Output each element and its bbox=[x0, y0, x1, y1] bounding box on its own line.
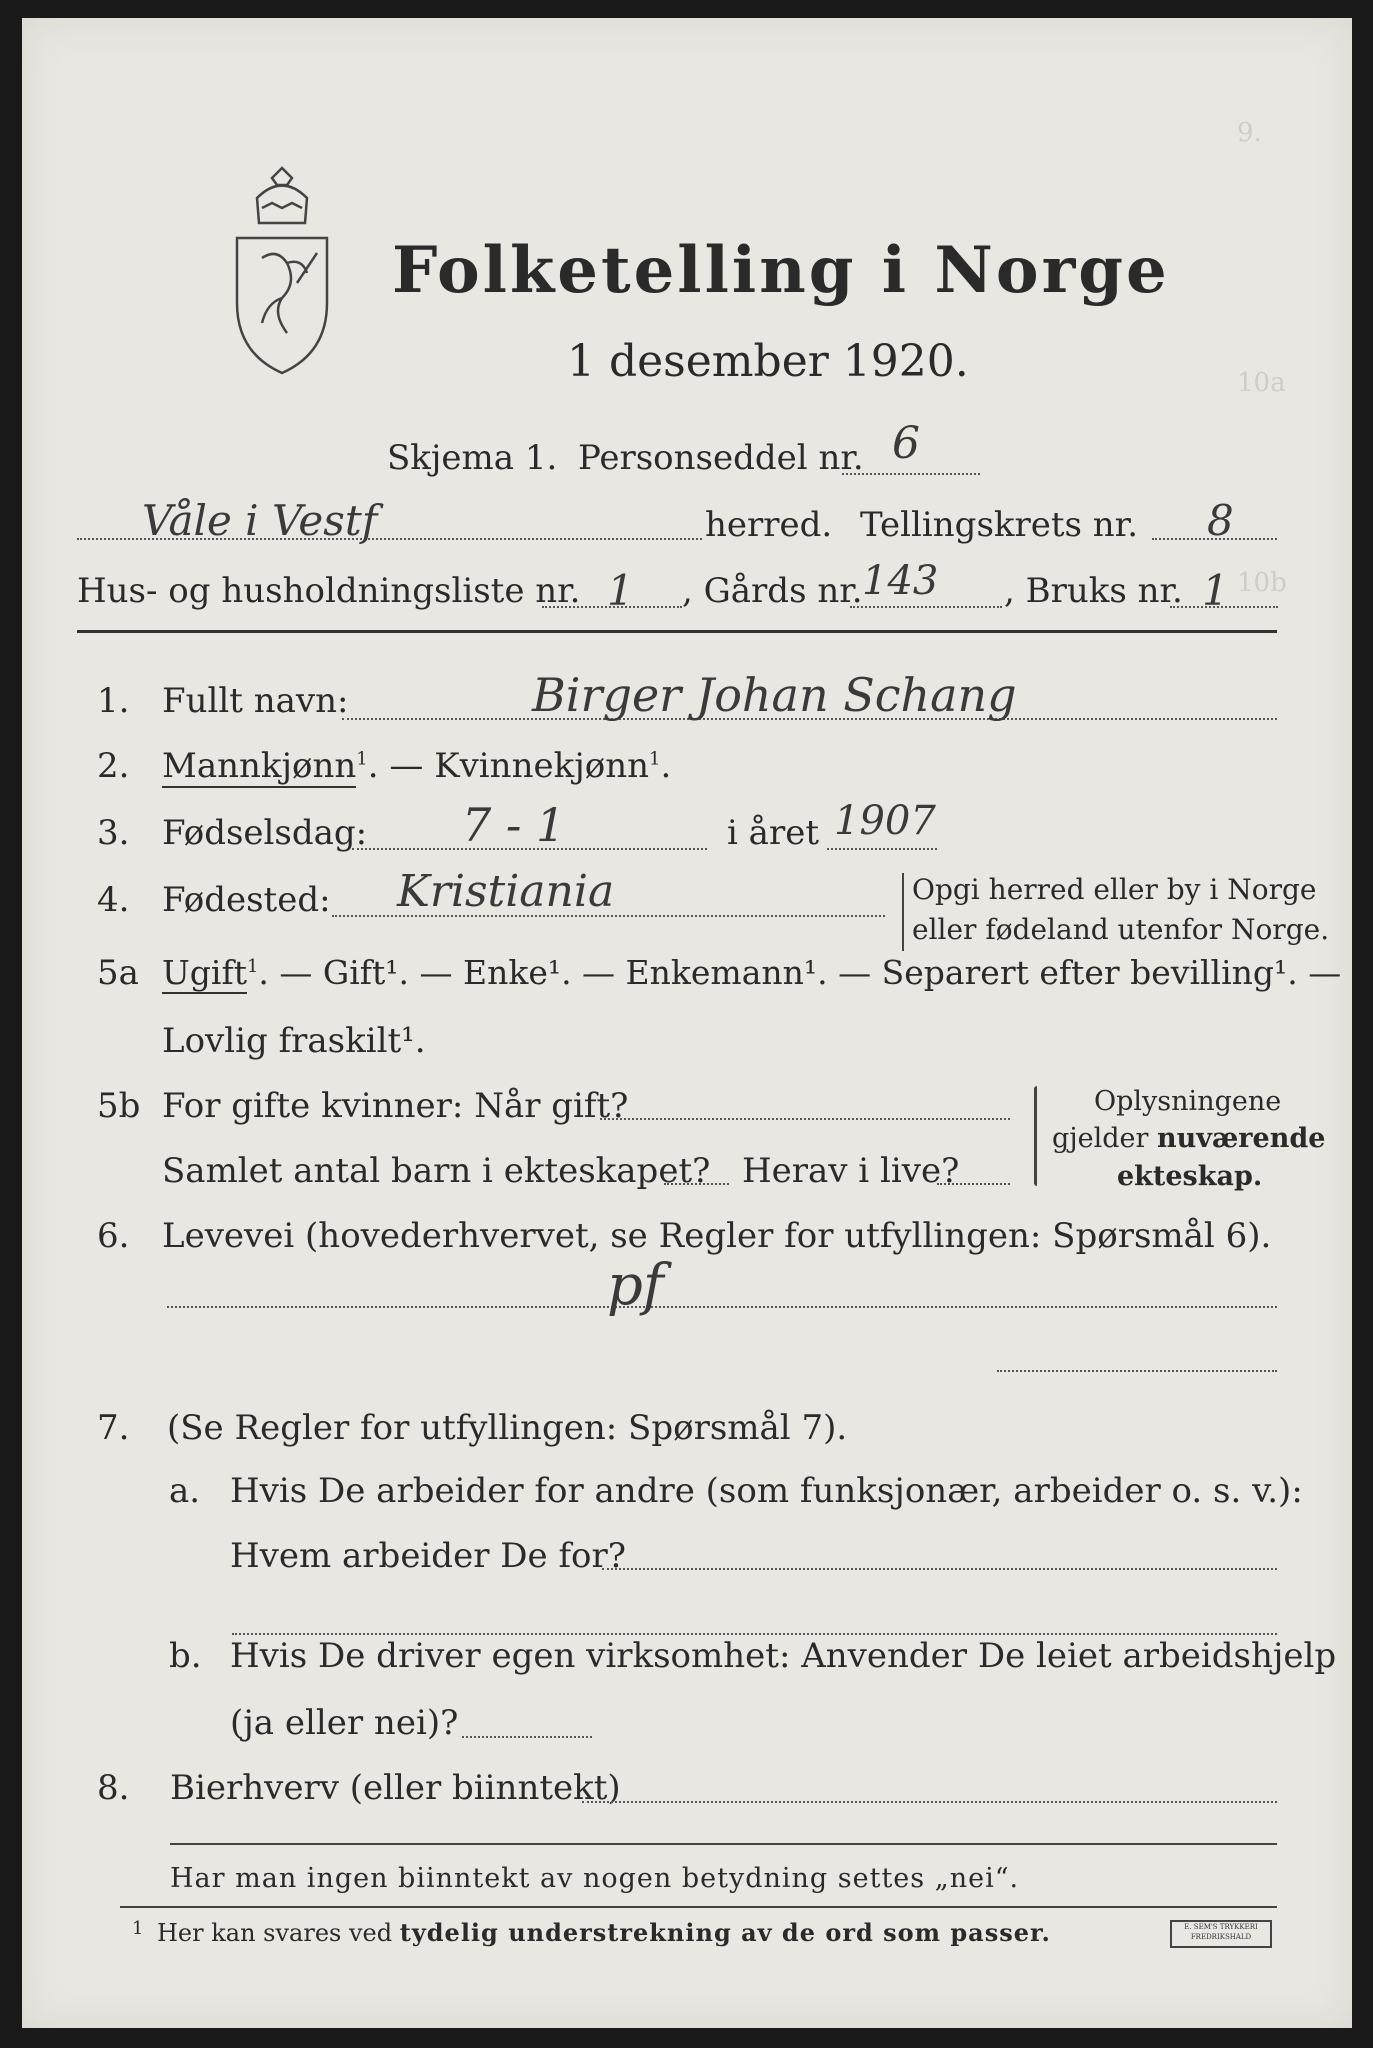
gards-value: 143 bbox=[862, 558, 939, 604]
q8-line bbox=[582, 1801, 1277, 1803]
q5b-line2a: Samlet antal barn i ekteskapet? bbox=[162, 1151, 711, 1191]
q5b-line1-dots bbox=[600, 1118, 1010, 1120]
schema-label: Skjema 1. bbox=[387, 438, 558, 478]
q4-number: 4. bbox=[97, 880, 130, 920]
form-title: Folketelling i Norge bbox=[392, 233, 1170, 308]
q6-label: Levevei (hovederhvervet, se Regler for utfyllingen: Spørsmål 6). bbox=[162, 1216, 1272, 1256]
q6-line2 bbox=[997, 1370, 1277, 1372]
q1-label: Fullt navn: bbox=[162, 681, 349, 721]
q5a-number: 5a bbox=[97, 953, 139, 993]
q4-note-line2: eller fødeland utenfor Norge. bbox=[912, 913, 1330, 946]
q2-female-option: Kvinnekjønn bbox=[434, 746, 649, 786]
q7b-letter: b. bbox=[169, 1636, 202, 1676]
q5b-line2b-dots bbox=[937, 1183, 1010, 1185]
q6-number: 6. bbox=[97, 1216, 130, 1256]
census-date: 1 desember 1920. bbox=[567, 336, 969, 387]
tellingskrets-value: 8 bbox=[1207, 496, 1234, 545]
q4-note-line1: Opgi herred eller by i Norge bbox=[912, 873, 1317, 906]
q1-value: Birger Johan Schang bbox=[532, 668, 1017, 722]
q5b-note-line3: ekteskap. bbox=[1117, 1161, 1263, 1192]
q2-number: 2. bbox=[97, 746, 130, 786]
q7a-line3-dots bbox=[232, 1633, 1277, 1635]
q5b-number: 5b bbox=[97, 1086, 141, 1126]
q7-number: 7. bbox=[97, 1408, 130, 1448]
gards-label: , Gårds nr. bbox=[682, 571, 863, 611]
q5a-options: Ugift$^1$. — Gift¹. — Enke¹. — Enkemann¹. — Separert efter bevilling¹. — bbox=[162, 953, 1342, 992]
q5b-note-line2 bbox=[1052, 1123, 1325, 1154]
q5b-note-line1: Oplysningene bbox=[1094, 1086, 1282, 1117]
footnote-divider bbox=[120, 1906, 1277, 1908]
census-form-sheet: 9. 10a 10b Folketelling i Norge 1 desember 1920. Skjema 1. Personseddel nr. 6 Våle i Vestf herred. Tellingskrets nr. 8 Hus- og husholdningsliste nr. 1 , Gårds nr. 143 , Bruks nr. 1 1. Fullt navn: Birger Johan Schang 2. Mannkjønn$^1$. — Kvinnekjønn$^1$. 3. Fødselsdag: 7 - 1 i året 1907 4. Fødested: Kristiania Opgi herred eller by i Norge eller fødeland utenfor Norge. 5a Ugift$^1$. — Gift¹. — Enke¹. — Enkemann¹. — Separert efter bevilling¹. — Lovlig fraskilt¹. 5b For gifte kvinner: Når gift? Samlet antal barn i ekteskapet? Herav i live? Oplysningene gjelder nuværende ekteskap. 6. Levevei (hovederhvervet, se Regler for utfyllingen: Spørsmål 6). pf 7. (Se Regler for utfyllingen: Spørsmål 7). a. Hvis De arbeider for andre (som funksjonær, arbeider o. s. v.): Hvem arbeider De for? b. Hvis De driver egen virksomhet: Anvender De leiet arbeidshjelp (ja eller nei)? 8. Bierhverv (eller biinntekt) Har man ingen biinntekt av nogen betydning settes „nei“. 1 Her kan svares ved tydelig understrekning av de ord som passer. E. SEM'S TRYKKERI FREDRIKSHALD bbox=[22, 18, 1352, 2028]
footnote-text-a: Her kan svares ved bbox=[157, 1919, 400, 1947]
footnote-mark: 1 bbox=[132, 1918, 144, 1939]
q5a-ugift-option: Ugift bbox=[162, 953, 247, 992]
q1-number: 1. bbox=[97, 681, 130, 721]
footnote-text-b: tydelig understrekning av de ord som passer. bbox=[399, 1918, 1051, 1947]
footnote-text bbox=[157, 1918, 1051, 1947]
q8-label: Bierhverv (eller biinntekt) bbox=[170, 1768, 621, 1808]
q7b-line1: Hvis De driver egen virksomhet: Anvender De leiet arbeidshjelp bbox=[230, 1636, 1337, 1676]
q7a-line1: Hvis De arbeider for andre (som funksjonær, arbeider o. s. v.): bbox=[230, 1471, 1303, 1511]
q6-value: pf bbox=[607, 1253, 664, 1318]
q3-year-label: i året bbox=[727, 813, 819, 853]
bruks-label: , Bruks nr. bbox=[1004, 571, 1183, 611]
bottom-divider bbox=[170, 1843, 1277, 1845]
header-divider bbox=[77, 630, 1277, 633]
q4-label: Fødested: bbox=[162, 880, 331, 920]
q3-number: 3. bbox=[97, 813, 130, 853]
q4-value: Kristiania bbox=[397, 866, 615, 917]
q7b-line2: (ja eller nei)? bbox=[230, 1703, 459, 1743]
q4-note-brace bbox=[902, 873, 904, 951]
q3-label: Fødselsdag: bbox=[162, 813, 368, 853]
q2-options: Mannkjønn$^1$. — Kvinnekjønn$^1$. bbox=[162, 746, 672, 786]
gards-line bbox=[850, 606, 1002, 608]
q7b-line2-dots bbox=[462, 1736, 592, 1738]
q5b-line2b: Herav i live? bbox=[742, 1151, 960, 1191]
q5b-line2a-dots bbox=[664, 1183, 729, 1185]
q5b-line1: For gifte kvinner: Når gift? bbox=[162, 1086, 629, 1126]
bruks-value: 1 bbox=[1202, 566, 1229, 615]
coat-of-arms-icon bbox=[227, 163, 337, 378]
personseddel-line bbox=[842, 473, 980, 475]
personseddel-value: 6 bbox=[892, 418, 920, 469]
q2-end: . bbox=[660, 746, 672, 786]
q2-separator: . — bbox=[367, 746, 435, 786]
personseddel-label: Personseddel nr. bbox=[578, 438, 864, 478]
herred-value: Våle i Vestf bbox=[142, 496, 378, 545]
q7a-line2-dots bbox=[602, 1568, 1277, 1570]
q7a-line2: Hvem arbeider De for? bbox=[230, 1536, 626, 1576]
q8-number: 8. bbox=[97, 1768, 130, 1808]
q3-year-line bbox=[827, 848, 937, 850]
household-list-label: Hus- og husholdningsliste nr. bbox=[77, 571, 581, 611]
q5b-note-line2b: nuværende bbox=[1157, 1123, 1326, 1154]
q5a-line2: Lovlig fraskilt¹. bbox=[162, 1021, 426, 1061]
q5b-note-line2a: gjelder bbox=[1052, 1123, 1158, 1154]
herred-label: herred. bbox=[705, 505, 833, 545]
q3-value: 7 - 1 bbox=[462, 798, 566, 852]
bottom-note: Har man ingen biinntekt av nogen betydning settes „nei“. bbox=[170, 1863, 1020, 1894]
q7-label: (Se Regler for utfyllingen: Spørsmål 7). bbox=[167, 1408, 848, 1448]
q6-line1 bbox=[167, 1306, 1277, 1308]
printer-stamp bbox=[1170, 1920, 1272, 1948]
q7a-letter: a. bbox=[169, 1471, 201, 1511]
household-list-value: 1 bbox=[607, 566, 634, 615]
printer-stamp-text: E. SEM'S TRYKKERI FREDRIKSHALD bbox=[1184, 1923, 1258, 1941]
q3-year-value: 1907 bbox=[834, 798, 936, 844]
tellingskrets-label: Tellingskrets nr. bbox=[860, 505, 1139, 545]
q2-male-option: Mannkjønn bbox=[162, 746, 357, 786]
q5b-note-brace bbox=[1034, 1086, 1037, 1186]
q5a-other-options: . — Gift¹. — Enke¹. — Enkemann¹. — Separert efter bevilling¹. — bbox=[258, 953, 1342, 992]
